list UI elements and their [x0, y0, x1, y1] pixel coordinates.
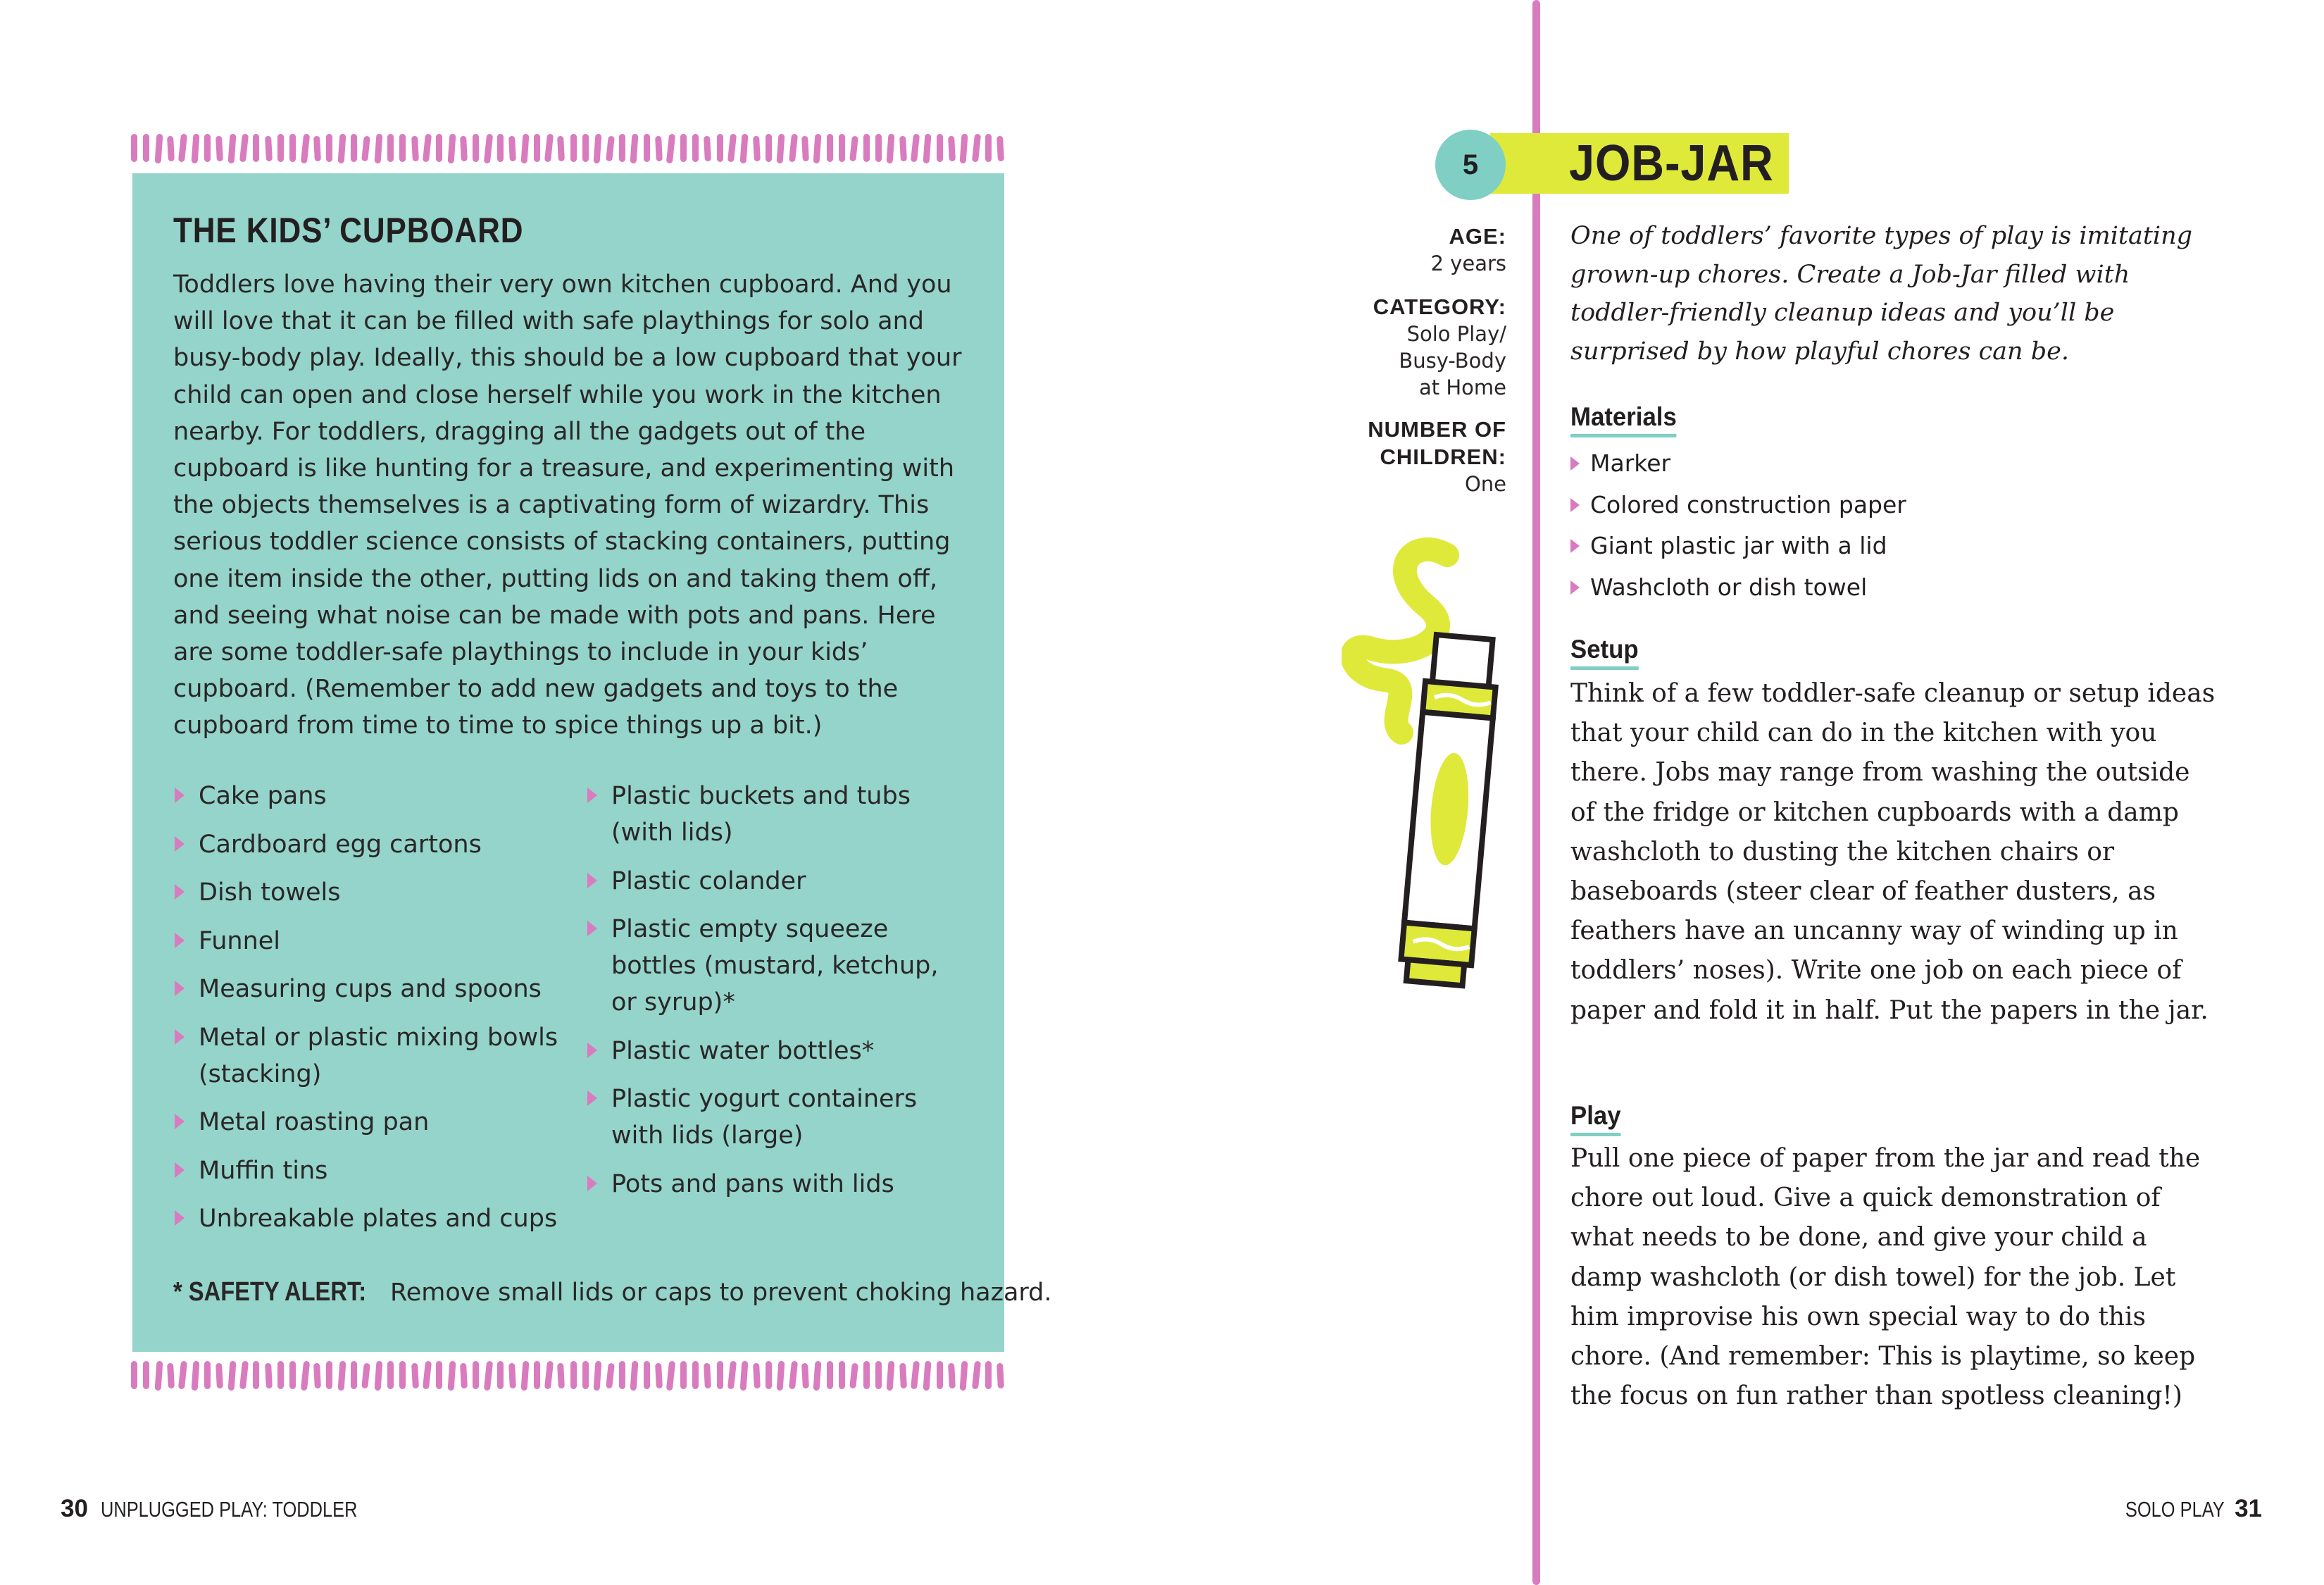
plaything-item-text: Plastic colander	[611, 866, 806, 895]
stripe	[606, 136, 615, 162]
stripe	[215, 1363, 223, 1388]
stripe	[740, 134, 749, 164]
plaything-item	[173, 1019, 568, 1093]
plaything-item-text: Metal or plastic mixing bowls (stacking)	[199, 1023, 558, 1088]
stripe	[313, 1363, 321, 1388]
stripe	[178, 134, 187, 163]
stripe	[960, 134, 968, 164]
bullet-triangle-icon	[1570, 498, 1580, 512]
stripe	[508, 136, 516, 161]
plaything-item-text: Plastic yogurt containers with lids (large)	[611, 1085, 918, 1150]
bullet-triangle-icon	[175, 884, 185, 900]
stripe	[704, 136, 711, 161]
plaything-item-text: Cake pans	[199, 782, 327, 810]
plaything-item-text: Funnel	[199, 926, 281, 955]
stripe	[387, 134, 394, 162]
stripe	[911, 1361, 920, 1390]
plaything-item-text: Dish towels	[199, 878, 341, 907]
stripe	[544, 1361, 554, 1390]
stripe	[937, 1361, 943, 1389]
stripe	[154, 134, 163, 164]
stripe	[717, 1361, 723, 1389]
stripe	[399, 1361, 406, 1389]
stripe	[875, 1361, 882, 1389]
plaything-item	[586, 863, 966, 900]
stripe	[313, 136, 321, 161]
decorative-stripes-bottom	[131, 1361, 1004, 1392]
stripe	[850, 1363, 859, 1389]
material-item	[1570, 443, 1906, 485]
stripe	[972, 134, 981, 163]
info-category	[1373, 293, 1506, 401]
folio-left	[61, 1495, 413, 1523]
stripe	[582, 134, 589, 162]
stripe	[813, 1361, 822, 1391]
stripe	[619, 1361, 625, 1389]
stripe	[227, 1361, 236, 1391]
plaything-item	[586, 911, 966, 1021]
stripe	[239, 1361, 249, 1390]
stripe	[899, 136, 907, 161]
category-value-line: Solo Play/	[1406, 322, 1506, 346]
bullet-triangle-icon	[1570, 456, 1580, 471]
stripe	[300, 1361, 309, 1391]
stripe	[447, 134, 456, 164]
bullet-triangle-icon	[587, 873, 597, 888]
stripe	[131, 134, 137, 162]
stripe	[167, 1363, 175, 1388]
stripe	[483, 1361, 492, 1391]
stripe	[227, 134, 236, 164]
stripe	[361, 136, 370, 162]
materials-heading: Materials	[1570, 402, 1677, 437]
page-number-left: 30	[61, 1495, 88, 1522]
playthings-list-right	[586, 778, 966, 1214]
safety-alert	[173, 1274, 1052, 1311]
material-item-text: Giant plastic jar with a lid	[1590, 532, 1887, 559]
bullet-triangle-icon	[587, 1176, 597, 1191]
stripe	[839, 1361, 845, 1389]
stripe	[204, 134, 211, 162]
stripe	[666, 1361, 675, 1391]
stripe	[740, 1361, 749, 1391]
plaything-item-text: Plastic water bottles*	[611, 1036, 875, 1065]
stripe	[813, 134, 822, 164]
stripe	[727, 1361, 737, 1390]
bullet-triangle-icon	[175, 1162, 185, 1178]
stripe	[361, 1363, 370, 1389]
activity-number-badge: 5	[1435, 130, 1506, 200]
stripe	[191, 134, 199, 164]
stripe	[666, 134, 675, 164]
stripe	[704, 1363, 711, 1388]
bullet-triangle-icon	[587, 1043, 597, 1058]
play-text: Pull one piece of paper from the jar and read the chore out loud. Give a quick demonstration of what needs to be done, and give your child a damp washcloth (or dish towel) for the job. Let him improvise his own special way to do this chore. (And remember: This is playtime, so keep the focus on fun rather than spotless cleaning!)	[1570, 1144, 2201, 1411]
stripe	[789, 134, 798, 163]
bullet-triangle-icon	[587, 788, 597, 803]
stripe	[411, 136, 419, 161]
play-heading: Play	[1570, 1100, 1621, 1136]
plaything-item	[586, 1166, 966, 1202]
stripe	[411, 1363, 419, 1388]
stripe	[644, 1361, 650, 1389]
stripe	[289, 1361, 296, 1389]
stripe	[972, 1361, 981, 1390]
stripe	[655, 136, 663, 161]
stripe	[337, 1361, 346, 1391]
stripe	[753, 136, 761, 161]
material-item-text: Washcloth or dish towel	[1590, 573, 1868, 601]
stripe	[839, 134, 845, 162]
stripe	[497, 134, 504, 162]
plaything-item-text: Muffin tins	[199, 1156, 328, 1185]
stripe	[423, 1361, 432, 1390]
stripe	[143, 134, 149, 162]
playthings-list-left	[173, 778, 568, 1249]
safety-alert-label: * SAFETY ALERT:	[173, 1277, 367, 1307]
bullet-triangle-icon	[587, 1090, 597, 1106]
stripe	[923, 1361, 932, 1391]
stripe	[850, 136, 859, 162]
bullet-triangle-icon	[175, 1029, 185, 1045]
age-value: 2 years	[1430, 251, 1506, 275]
stripe	[447, 1361, 456, 1391]
stripe	[606, 1363, 615, 1389]
material-item	[1570, 485, 1906, 526]
stripe	[570, 1361, 577, 1389]
stripe	[473, 134, 479, 162]
stripe	[863, 134, 870, 162]
stripe	[131, 1361, 137, 1389]
bullet-triangle-icon	[175, 836, 185, 852]
decorative-stripes-top	[131, 134, 1004, 165]
category-value-line: Busy-Body	[1399, 349, 1506, 373]
bullet-triangle-icon	[175, 788, 185, 803]
stripe	[827, 134, 833, 162]
stripe	[215, 136, 223, 161]
plaything-item	[173, 971, 568, 1007]
stripe	[253, 134, 259, 162]
plaything-item	[173, 1152, 568, 1189]
stripe	[801, 136, 809, 161]
stripe	[473, 1361, 479, 1389]
stripe	[399, 134, 406, 162]
stripe	[167, 136, 175, 161]
stripe	[178, 1361, 187, 1390]
folio-right	[2104, 1495, 2262, 1523]
stripe	[558, 1363, 566, 1388]
box-intro-paragraph: Toddlers love having their very own kitchen cupboard. And you will love that it can be filled with safe playthings for solo and busy-body play. Ideally, this should be a low cupboard that your child can open and close herself while you work in the kitchen nearby. For toddlers, dragging all the gadgets out of the cupboard is like hunting for a treasure, and experimenting with the objects themselves is a captivating form of wizardry. This serious toddler science consists of stacking containers, putting one item inside the other, putting lids on and taking them off, and seeing what noise can be made with pots and pans. Here are some toddler-safe playthings to include in your kids’ cupboard. (Remember to add new gadgets and toys to the cupboard from time to time to spice things up a bit.)	[173, 271, 962, 740]
plaything-item	[173, 826, 568, 863]
plaything-item	[173, 874, 568, 911]
stripe	[508, 1363, 516, 1388]
bullet-triangle-icon	[175, 981, 185, 996]
stripe	[582, 1361, 589, 1389]
stripe	[630, 1361, 639, 1391]
stripe	[534, 1361, 540, 1389]
setup-text: Think of a few toddler-safe cleanup or setup ideas that your child can do in the kitchen with you there. Jobs may range from washing the outside of the fridge or kitchen cupboards with a damp washcloth to dusting the kitchen chairs or baseboards (steer clear of feather dusters, as feathers have an uncanny way of winding up in toddlers’ noses). Write one job on each piece of paper and fold it in half. Put the papers in the jar.	[1570, 679, 2216, 1025]
plaything-item-text: Metal roasting pan	[199, 1108, 430, 1136]
stripe	[326, 134, 332, 162]
stripe	[326, 1361, 332, 1389]
plaything-item	[173, 923, 568, 959]
plaything-item-text: Cardboard egg cartons	[199, 830, 482, 859]
stripe	[594, 134, 602, 164]
stripe	[483, 134, 492, 164]
stripe	[777, 1361, 785, 1391]
safety-alert-text: Remove small lids or caps to prevent choking hazard.	[389, 1279, 1052, 1307]
plaything-item	[173, 1200, 568, 1237]
stripe	[899, 1363, 907, 1388]
stripe	[594, 1361, 602, 1391]
stripe	[887, 1361, 895, 1391]
plaything-item	[586, 1081, 966, 1154]
marker-icon	[1342, 528, 1539, 1007]
stripe	[619, 134, 625, 162]
stripe	[692, 1361, 699, 1389]
bullet-triangle-icon	[175, 933, 185, 948]
plaything-item-text: Pots and pans with lids	[611, 1169, 894, 1198]
stripe	[277, 134, 284, 162]
stripe	[789, 1361, 798, 1390]
stripe	[534, 134, 540, 162]
plaything-item-text: Plastic empty squeeze bottles (mustard, ketchup, or syrup)*	[611, 915, 939, 1017]
stripe	[644, 134, 650, 162]
plaything-item-text: Measuring cups and spoons	[199, 975, 542, 1003]
plaything-item	[173, 778, 568, 814]
stripe	[997, 1363, 1004, 1388]
plaything-item-text: Plastic buckets and tubs (with lids)	[611, 782, 911, 847]
stripe	[801, 1363, 809, 1388]
stripe	[460, 136, 468, 161]
material-item-text: Marker	[1590, 449, 1671, 477]
stripe	[277, 1361, 284, 1389]
material-item	[1570, 567, 1906, 609]
stripe	[655, 1363, 663, 1388]
stripe	[374, 1361, 382, 1391]
stripe	[753, 1363, 761, 1388]
bullet-triangle-icon	[1570, 580, 1580, 595]
stripe	[436, 1361, 442, 1389]
info-children	[1368, 416, 1506, 497]
children-label-line: CHILDREN:	[1380, 445, 1506, 469]
children-label-line: NUMBER OF	[1368, 417, 1506, 442]
bullet-triangle-icon	[175, 1210, 185, 1226]
plaything-item	[586, 778, 966, 851]
stripe	[948, 136, 956, 161]
stripe	[351, 1361, 357, 1389]
stripe	[544, 134, 554, 163]
stripe	[875, 134, 882, 162]
children-value: One	[1464, 472, 1506, 496]
stripe	[717, 134, 723, 162]
stripe	[558, 136, 566, 161]
stripe	[374, 134, 382, 164]
running-head-right: SOLO PLAY	[2125, 1497, 2225, 1522]
setup-heading: Setup	[1570, 634, 1639, 670]
stripe	[154, 1361, 163, 1391]
stripe	[337, 134, 346, 164]
stripe	[300, 134, 309, 164]
material-item-text: Colored construction paper	[1590, 490, 1906, 518]
stripe	[520, 1361, 529, 1391]
stripe	[143, 1361, 149, 1389]
stripe	[497, 1361, 504, 1389]
stripe	[570, 134, 577, 162]
category-label: CATEGORY:	[1373, 294, 1506, 319]
stripe	[436, 134, 442, 162]
stripe	[253, 1361, 259, 1389]
plaything-item	[173, 1104, 568, 1140]
stripe	[289, 134, 296, 162]
material-item	[1570, 526, 1906, 567]
stripe	[692, 134, 699, 162]
stripe	[520, 134, 529, 164]
activity-title: JOB-JAR	[1569, 135, 1774, 192]
running-head-left: UNPLUGGED PLAY: TODDLER	[100, 1497, 358, 1522]
stripe	[948, 1363, 956, 1388]
stripe	[985, 1361, 992, 1389]
stripe	[423, 134, 432, 163]
stripe	[766, 134, 772, 162]
stripe	[460, 1363, 468, 1388]
kids-cupboard-box	[132, 173, 1052, 1352]
stripe	[630, 134, 639, 164]
stripe	[863, 1361, 870, 1389]
stripe	[985, 134, 992, 162]
stripe	[911, 134, 920, 163]
category-value-line: at Home	[1418, 375, 1506, 399]
bullet-triangle-icon	[587, 921, 597, 936]
stripe	[766, 1361, 772, 1389]
stripe	[827, 1361, 833, 1389]
stripe	[923, 134, 932, 164]
stripe	[680, 134, 687, 162]
stripe	[680, 1361, 687, 1389]
stripe	[777, 134, 785, 164]
stripe	[960, 1361, 968, 1391]
stripe	[191, 1361, 199, 1391]
box-title: THE KIDS’ CUPBOARD	[173, 211, 524, 250]
stripe	[265, 136, 273, 161]
bullet-triangle-icon	[1570, 539, 1580, 553]
stripe	[239, 134, 249, 163]
stripe	[387, 1361, 394, 1389]
stripe	[937, 134, 943, 162]
info-age	[1431, 223, 1506, 277]
stripe	[887, 134, 895, 164]
activity-intro: One of toddlers’ favorite types of play is imitating grown-up chores. Create a Job-Jar filled with toddler-friendly cleanup ideas and you’ll be surprised by how playful chores can be.	[1570, 222, 2193, 366]
stripe	[727, 134, 737, 163]
page-number-right: 31	[2235, 1495, 2262, 1522]
bullet-triangle-icon	[175, 1114, 185, 1129]
stripe	[351, 134, 357, 162]
stripe	[265, 1363, 273, 1388]
stripe	[997, 136, 1004, 161]
plaything-item-text: Unbreakable plates and cups	[199, 1205, 558, 1233]
materials-list	[1570, 443, 1906, 608]
plaything-item	[586, 1033, 966, 1069]
stripe	[204, 1361, 211, 1389]
age-label: AGE:	[1449, 224, 1506, 249]
